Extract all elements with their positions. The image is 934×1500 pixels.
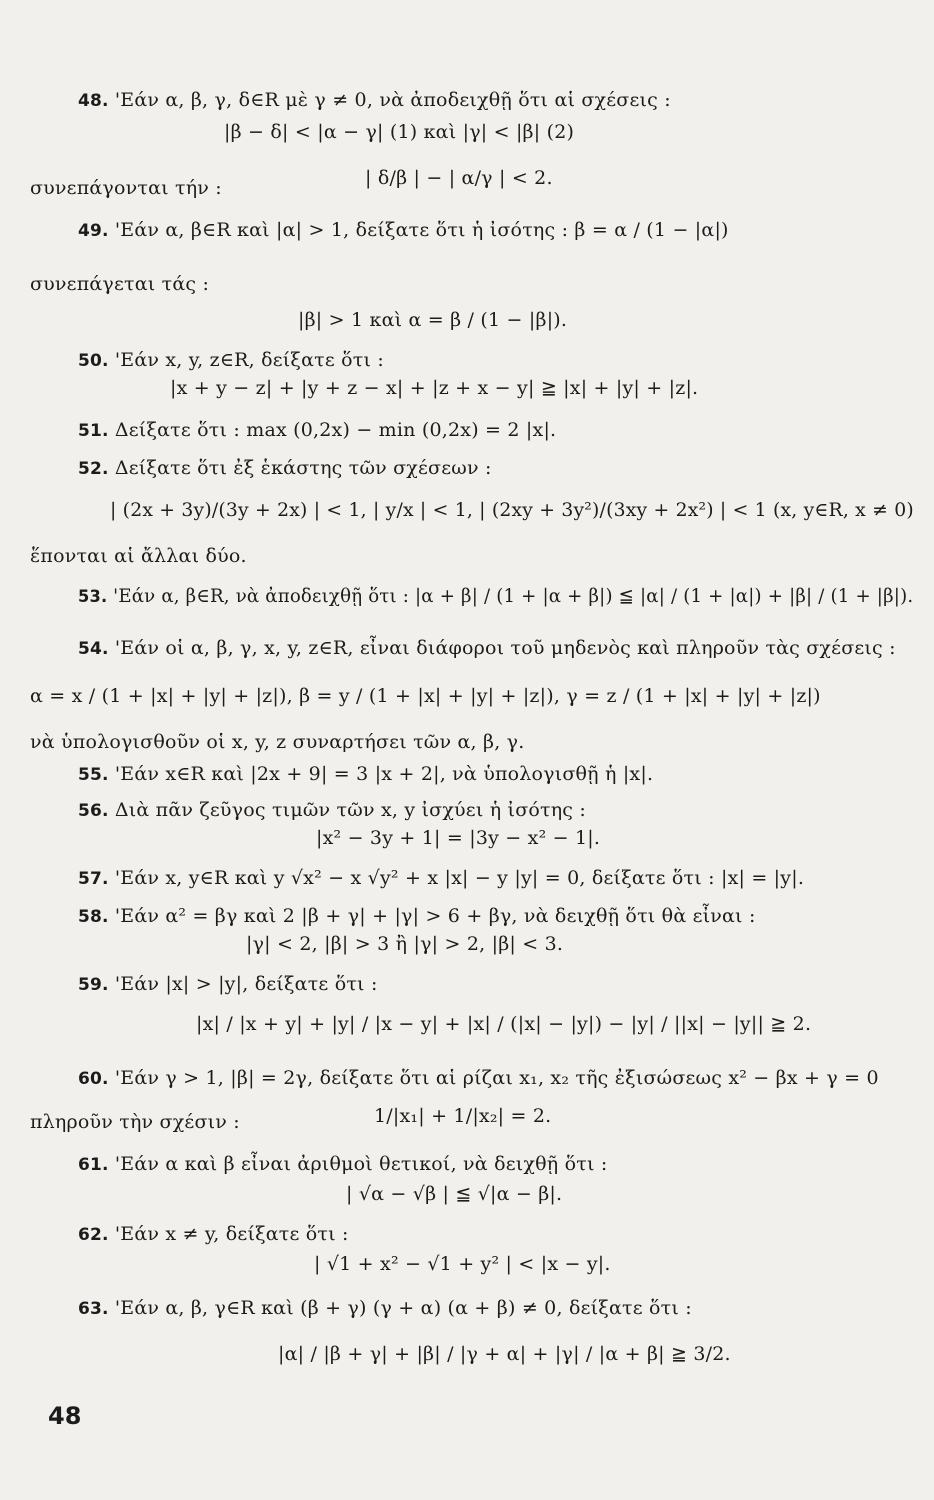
exercise-number: 53. — [78, 587, 114, 607]
line-text: 1/|x₁| + 1/|x₂| = 2. — [374, 1105, 552, 1127]
exercise-line — [78, 972, 378, 997]
line-text: 'Εάν α, β, γ, δ∈R μὲ γ ≠ 0, νὰ ἀποδειχθῇ ὅτι αἱ σχέσεις : — [114, 89, 671, 111]
exercise-line — [78, 584, 913, 609]
exercise-number: 50. — [78, 351, 115, 371]
line-text: 'Εάν οἱ α, β, γ, x, y, z∈R, εἶναι διάφοροι τοῦ μηδενὸς καὶ πληροῦν τὰς σχέσεις : — [114, 637, 896, 659]
text-line — [30, 272, 209, 296]
line-text: 'Εάν x∈R καὶ |2x + 9| = 3 |x + 2|, νὰ ὑπολογισθῇ ἡ |x|. — [114, 763, 654, 785]
text-line — [298, 308, 567, 332]
line-text: 'Εάν |x| > |y|, δείξατε ὅτι : — [114, 973, 378, 995]
line-text: | √1 + x² − √1 + y² | < |x − y|. — [314, 1253, 611, 1275]
line-text: Δείξατε ὅτι ἐξ ἑκάστης τῶν σχέσεων : — [114, 457, 492, 479]
exercise-line — [78, 348, 384, 373]
text-line — [316, 826, 600, 850]
text-line — [30, 1110, 240, 1134]
line-text: 'Εάν α, β∈R, νὰ ἀποδειχθῇ ὅτι : |α + β| / (1 + |α + β|) ≦ |α| / (1 + |α|) + |β| / (1 + |β|). — [113, 585, 914, 607]
exercise-number: 63. — [78, 1299, 115, 1319]
exercise-number: 61. — [78, 1155, 115, 1175]
exercise-line — [78, 904, 756, 929]
text-line — [170, 376, 698, 400]
line-text: | (2x + 3y)/(3y + 2x) | < 1, | y/x | < 1, | (2xy + 3y²)/(3xy + 2x²) | < 1 (x, y∈R, x ≠ 0) — [110, 499, 914, 521]
text-line — [374, 1104, 551, 1128]
exercise-number: 58. — [78, 907, 115, 927]
exercise-number: 52. — [78, 459, 115, 479]
exercise-line — [78, 88, 671, 113]
text-line — [30, 176, 222, 200]
exercise-number: 48. — [78, 91, 115, 111]
exercise-number: 56. — [78, 801, 115, 821]
exercise-line — [78, 1066, 879, 1091]
line-text: 'Εάν α, β, γ∈R καὶ (β + γ) (γ + α) (α + β) ≠ 0, δείξατε ὅτι : — [114, 1297, 692, 1319]
line-text: πληροῦν τὴν σχέσιν : — [30, 1111, 240, 1133]
exercise-number: 55. — [78, 765, 115, 785]
exercise-number: 54. — [78, 639, 115, 659]
exercise-line — [78, 456, 492, 481]
line-text: | δ/β | − | α/γ | < 2. — [365, 167, 553, 189]
line-text: Διὰ πᾶν ζεῦγος τιμῶν τῶν x, y ἰσχύει ἡ ἰσότης : — [114, 799, 586, 821]
line-text: Δείξατε ὅτι : max (0,2x) − min (0,2x) = 2 |x|. — [114, 419, 557, 441]
line-text: |γ| < 2, |β| > 3 ἢ |γ| > 2, |β| < 3. — [246, 933, 564, 955]
text-line — [30, 544, 247, 568]
text-line — [30, 730, 524, 754]
exercise-line — [78, 636, 896, 661]
text-line — [346, 1182, 562, 1206]
exercise-number: 49. — [78, 221, 115, 241]
text-line — [30, 684, 821, 708]
line-text: ἕπονται αἱ ἄλλαι δύο. — [30, 545, 247, 567]
line-text: | √α − √β | ≦ √|α − β|. — [346, 1183, 563, 1205]
exercise-number: 60. — [78, 1069, 115, 1089]
text-line — [246, 932, 563, 956]
exercise-line — [78, 1152, 607, 1177]
text-line — [314, 1252, 611, 1276]
text-line — [196, 1012, 811, 1036]
text-line — [365, 166, 553, 190]
exercise-line — [78, 1222, 349, 1247]
line-text: 'Εάν x, y∈R καὶ y √x² − x √y² + x |x| − y |y| = 0, δείξατε ὅτι : |x| = |y|. — [114, 867, 805, 889]
exercise-line — [78, 762, 653, 787]
line-text: |x| / |x + y| + |y| / |x − y| + |x| / (|x| − |y|) − |y| / ||x| − |y|| ≧ 2. — [196, 1013, 812, 1035]
page-number: 48 — [48, 1402, 82, 1430]
exercise-number: 62. — [78, 1225, 115, 1245]
line-text: 'Εάν x ≠ y, δείξατε ὅτι : — [114, 1223, 349, 1245]
exercise-line — [78, 418, 556, 443]
line-text: 'Εάν x, y, z∈R, δείξατε ὅτι : — [114, 349, 384, 371]
line-text: συνεπάγεται τάς : — [30, 273, 210, 295]
exercise-line — [78, 798, 586, 823]
line-text: |α| / |β + γ| + |β| / |γ + α| + |γ| / |α + β| ≧ 3/2. — [278, 1343, 731, 1365]
text-line — [110, 498, 914, 522]
line-text: |x² − 3y + 1| = |3y − x² − 1|. — [316, 827, 601, 849]
line-text: 'Εάν α² = βγ καὶ 2 |β + γ| + |γ| > 6 + βγ, νὰ δειχθῇ ὅτι θὰ εἶναι : — [114, 905, 756, 927]
exercise-line — [78, 1296, 692, 1321]
exercise-number: 57. — [78, 869, 115, 889]
exercise-number: 59. — [78, 975, 115, 995]
line-text: 'Εάν α καὶ β εἶναι ἀριθμοὶ θετικοί, νὰ δειχθῇ ὅτι : — [114, 1153, 608, 1175]
line-text: νὰ ὑπολογισθοῦν οἱ x, y, z συναρτήσει τῶν α, β, γ. — [30, 731, 525, 753]
line-text: 'Εάν α, β∈R καὶ |α| > 1, δείξατε ὅτι ἡ ἰσότης : β = α / (1 − |α|) — [114, 219, 729, 241]
exercise-line — [78, 866, 804, 891]
line-text: |β| > 1 καὶ α = β / (1 − |β|). — [298, 309, 568, 331]
line-text: α = x / (1 + |x| + |y| + |z|), β = y / (1 + |x| + |y| + |z|), γ = z / (1 + |x| + |y| + |z|) — [30, 685, 821, 707]
line-text: συνεπάγονται τήν : — [30, 177, 222, 199]
text-line — [278, 1342, 731, 1366]
exercise-line — [78, 218, 729, 243]
line-text: |x + y − z| + |y + z − x| + |z + x − y| ≧ |x| + |y| + |z|. — [170, 377, 699, 399]
line-text: |β − δ| < |α − γ| (1) καὶ |γ| < |β| (2) — [224, 121, 575, 143]
text-line — [224, 120, 574, 144]
exercise-number: 51. — [78, 421, 115, 441]
line-text: 'Εάν γ > 1, |β| = 2γ, δείξατε ὅτι αἱ ρίζαι x₁, x₂ τῆς ἐξισώσεως x² − βx + γ = 0 — [114, 1067, 879, 1089]
